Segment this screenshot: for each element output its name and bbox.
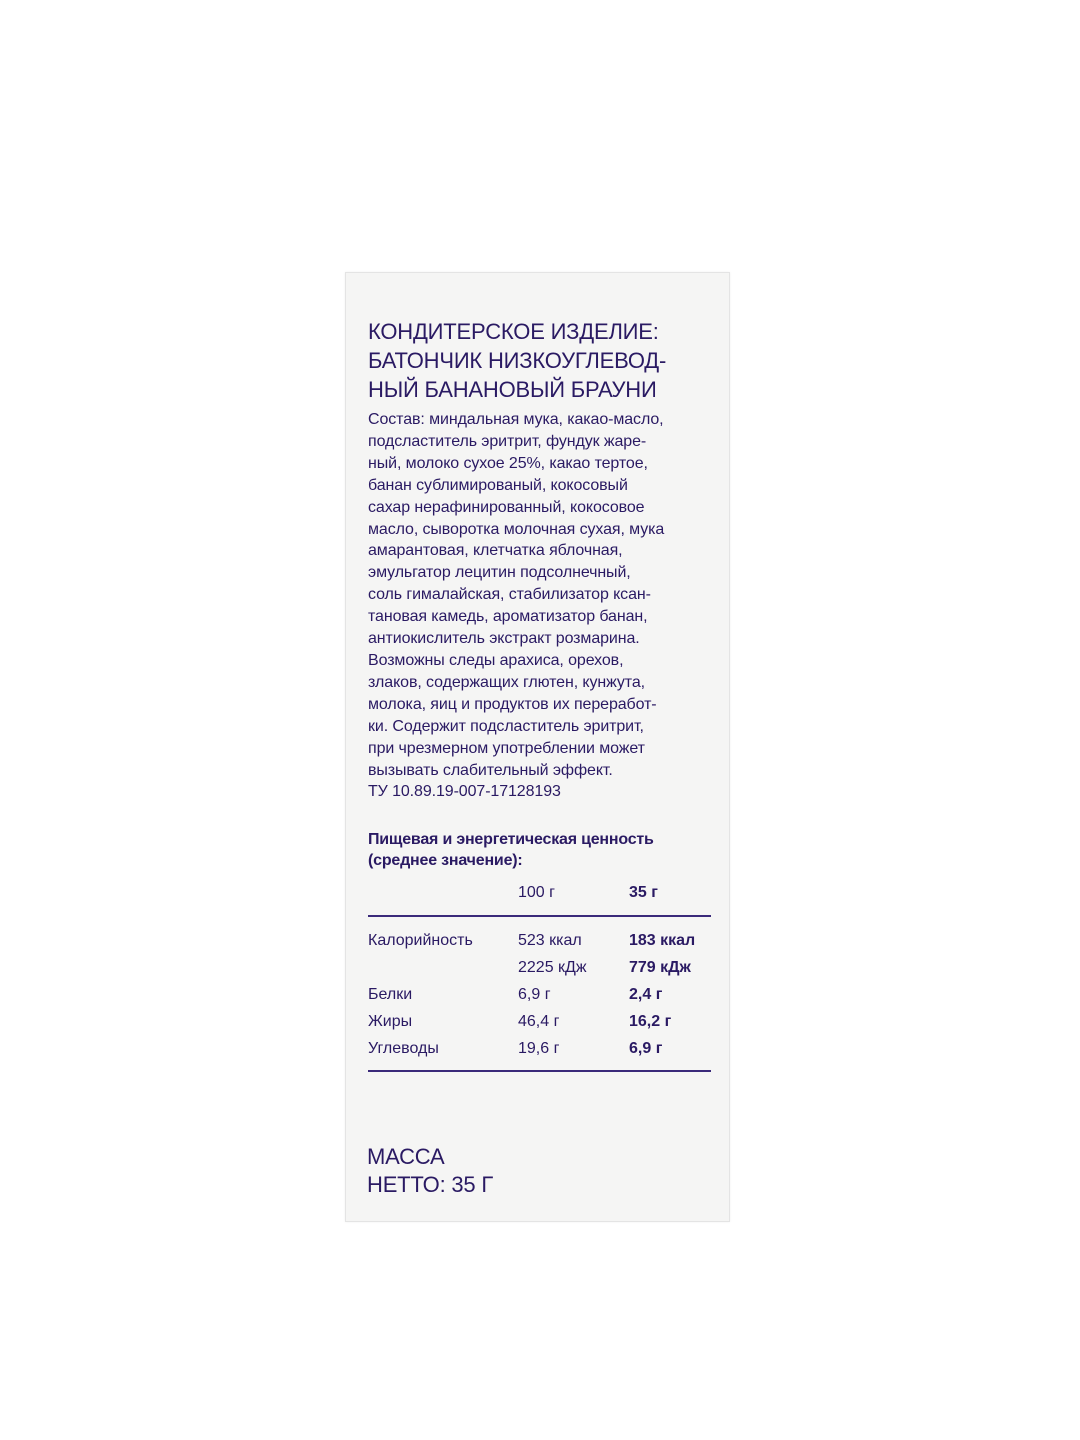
title-line: НЫЙ БАНАНОВЫЙ БРАУНИ xyxy=(368,377,657,402)
value-per-100g: 523 ккал xyxy=(518,932,582,949)
ingredients-line: ТУ 10.89.19-007-17128193 xyxy=(368,783,561,801)
nutrition-heading-line: (среднее значение): xyxy=(368,852,523,869)
ingredients-line: банан сублимированый, кокосовый xyxy=(368,476,628,494)
package-side-panel xyxy=(345,272,730,1222)
ingredients-line: молока, яиц и продуктов их переработ- xyxy=(368,695,657,713)
title-line: КОНДИТЕРСКОЕ ИЗДЕЛИЕ: xyxy=(368,319,659,344)
row-label: Жиры xyxy=(368,1013,413,1030)
net-weight-line: МАССА xyxy=(367,1144,445,1169)
ingredients-line: Возможны следы арахиса, орехов, xyxy=(368,651,624,669)
ingredients-line: антиокислитель экстракт розмарина. xyxy=(368,630,640,648)
value-per-35g: 183 ккал xyxy=(629,932,696,949)
value-per-100g: 2225 кДж xyxy=(518,959,587,976)
table-top-divider xyxy=(368,915,711,917)
table-row xyxy=(346,930,731,952)
value-per-100g: 19,6 г xyxy=(518,1040,560,1057)
table-bottom-divider xyxy=(368,1070,711,1072)
ingredients-line: амарантовая, клетчатка яблочная, xyxy=(368,542,623,560)
ingredients-line: ки. Содержит подсластитель эритрит, xyxy=(368,717,644,735)
title-line: БАТОНЧИК НИЗКОУГЛЕВОД- xyxy=(368,348,667,373)
row-label: Белки xyxy=(368,986,413,1003)
row-label: Калорийность xyxy=(368,932,473,949)
ingredients-line: Состав: миндальная мука, какао-масло, xyxy=(368,411,664,428)
ingredients-line: вызывать слабительный эффект. xyxy=(368,761,613,779)
nutrition-heading xyxy=(368,829,718,871)
value-per-100g: 6,9 г xyxy=(518,986,551,1003)
ingredients-line: соль гималайская, стабилизатор ксан- xyxy=(368,586,651,604)
value-per-35g: 6,9 г xyxy=(629,1040,663,1057)
product-title xyxy=(368,317,718,404)
net-weight-line: НЕТТО: 35 Г xyxy=(367,1172,494,1197)
ingredients-line: при чрезмерном употреблении может xyxy=(368,739,645,757)
net-weight xyxy=(367,1143,493,1199)
ingredients-line: масло, сыворотка молочная сухая, мука xyxy=(368,520,665,538)
table-row xyxy=(346,984,731,1006)
ingredients-line: злаков, содержащих глютен, кунжута, xyxy=(368,673,646,691)
column-header-35g: 35 г xyxy=(629,884,658,901)
table-row xyxy=(346,1011,731,1033)
ingredients-line: тановая камедь, ароматизатор банан, xyxy=(368,608,648,626)
table-row xyxy=(346,1038,731,1060)
nutrition-heading-line: Пищевая и энергетическая ценность xyxy=(368,831,654,848)
value-per-35g: 779 кДж xyxy=(629,959,691,976)
table-row xyxy=(346,957,731,979)
row-label: Углеводы xyxy=(368,1040,439,1057)
column-header-100g: 100 г xyxy=(518,884,555,901)
ingredients-line: эмульгатор лецитин подсолнечный, xyxy=(368,564,631,582)
ingredients-text xyxy=(368,409,718,803)
value-per-35g: 16,2 г xyxy=(629,1013,672,1030)
value-per-100g: 46,4 г xyxy=(518,1013,560,1030)
ingredients-line: сахар нерафинированный, кокосовое xyxy=(368,498,645,516)
ingredients-line: подсластитель эритрит, фундук жаре- xyxy=(368,432,647,450)
ingredients-line: ный, молоко сухое 25%, какао тертое, xyxy=(368,454,648,472)
value-per-35g: 2,4 г xyxy=(629,986,663,1003)
